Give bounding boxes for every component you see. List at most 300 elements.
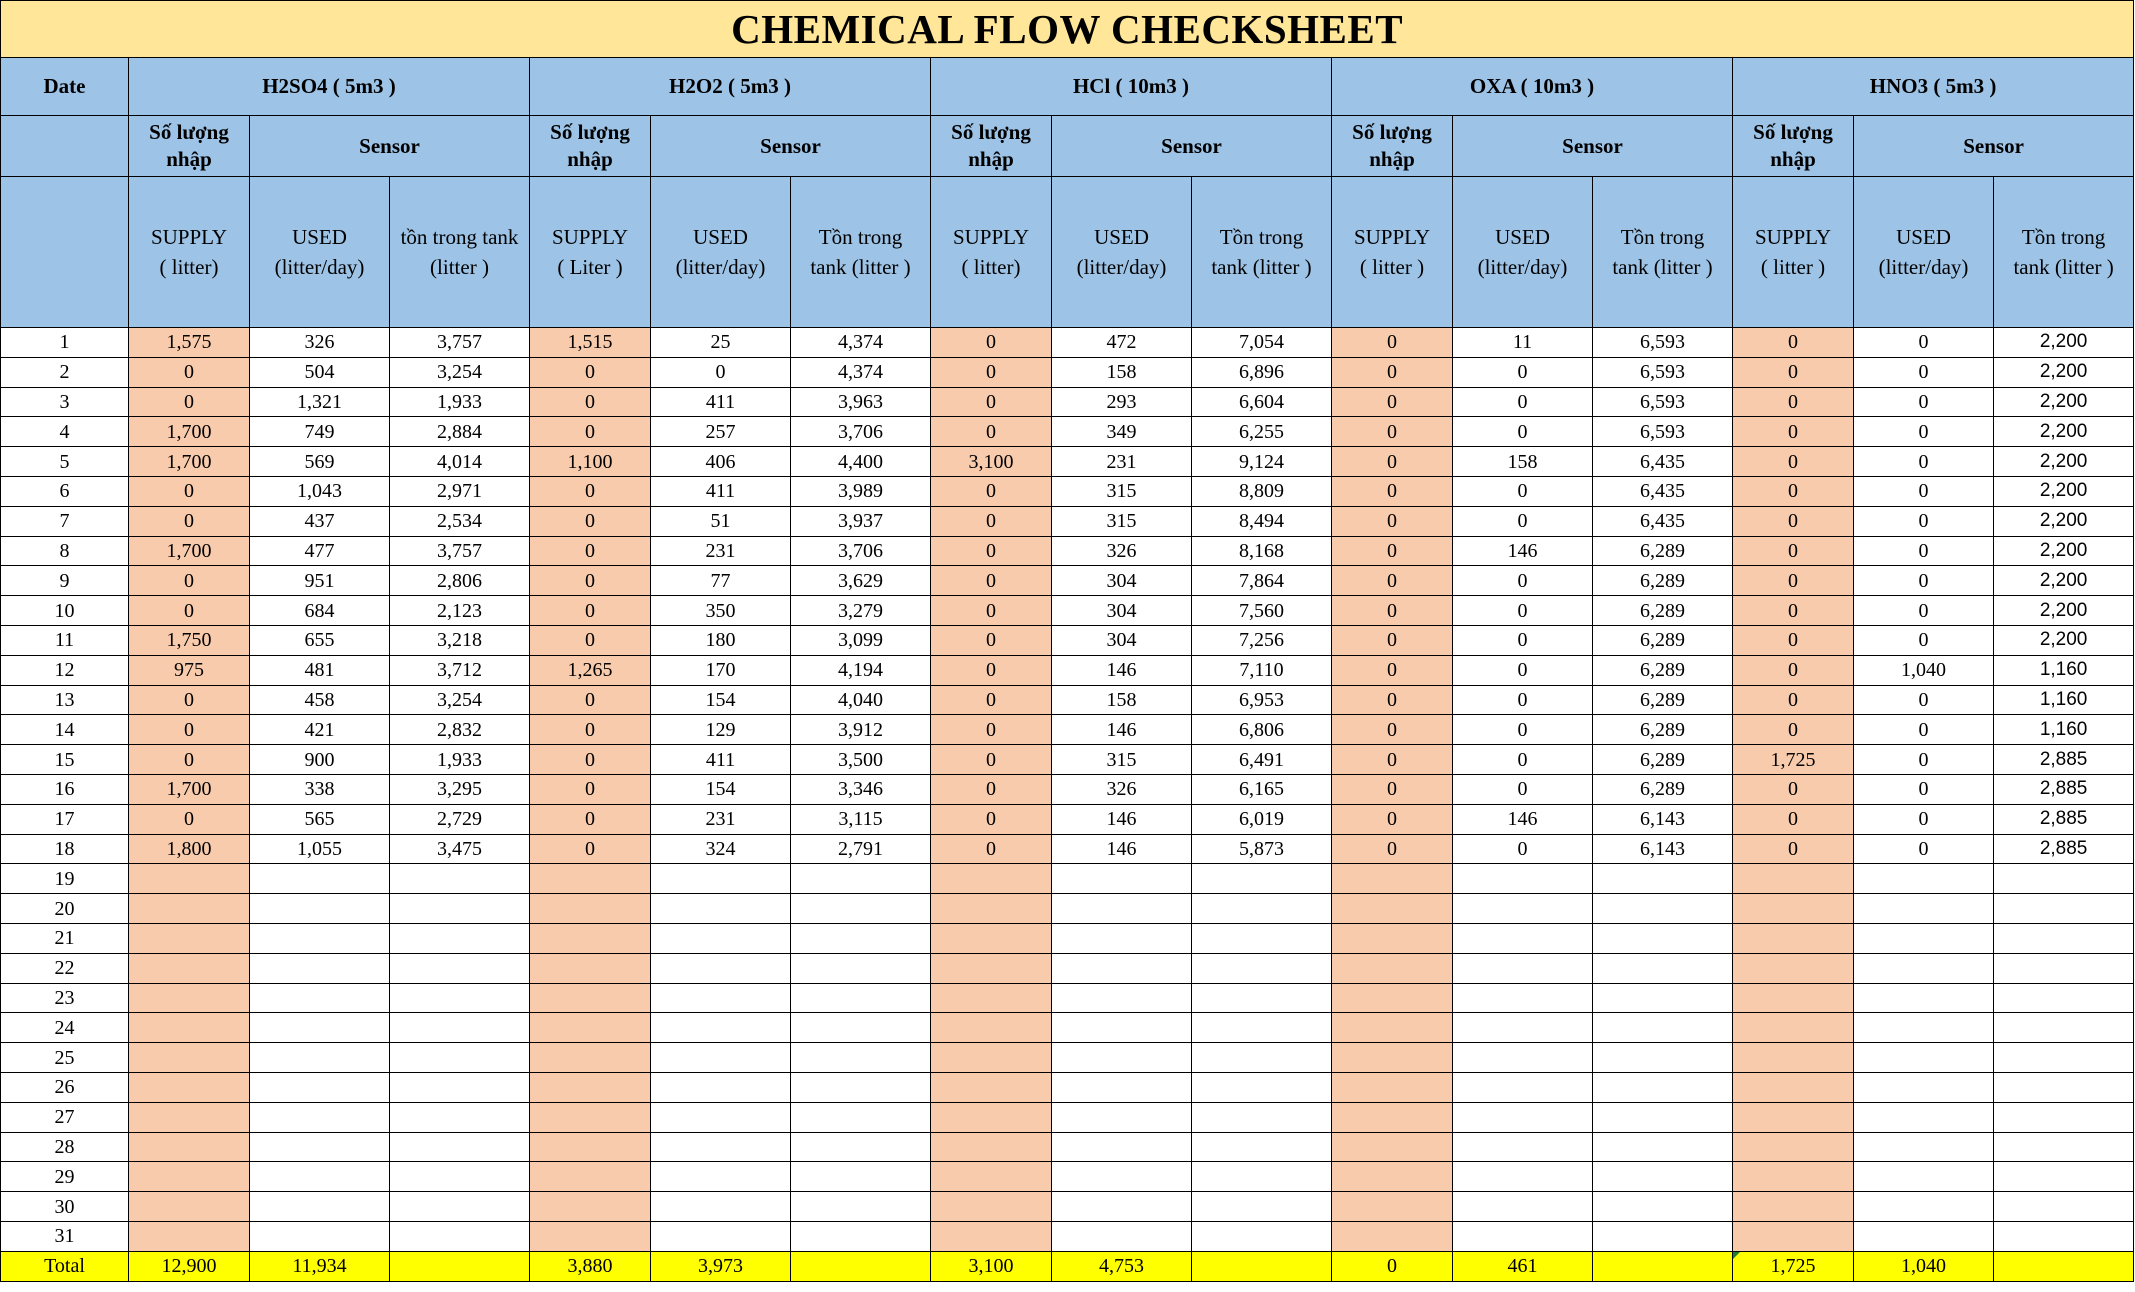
supply-cell-h2o2[interactable]: 0	[530, 596, 651, 626]
supply-header-oxa[interactable]: SUPPLY ( litter )	[1332, 177, 1453, 328]
used-cell-h2o2[interactable]: 324	[651, 834, 791, 864]
supply-cell-h2so4[interactable]: 1,700	[129, 417, 250, 447]
used-cell-oxa[interactable]	[1453, 1132, 1593, 1162]
tank-cell-hno3[interactable]: 2,200	[1994, 566, 2134, 596]
used-cell-oxa[interactable]: 0	[1453, 774, 1593, 804]
supply-cell-hcl[interactable]: 0	[931, 685, 1052, 715]
used-cell-hcl[interactable]	[1052, 983, 1192, 1013]
tank-cell-h2so4[interactable]: 3,475	[390, 834, 530, 864]
used-cell-h2so4[interactable]	[250, 1192, 390, 1222]
used-cell-hno3[interactable]	[1854, 1043, 1994, 1073]
supply-cell-oxa[interactable]: 0	[1332, 476, 1453, 506]
total-tank-h2o2[interactable]	[791, 1251, 931, 1281]
total-label[interactable]: Total	[1, 1251, 129, 1281]
supply-cell-hno3[interactable]	[1733, 1072, 1854, 1102]
supply-cell-hcl[interactable]	[931, 1072, 1052, 1102]
tank-cell-h2o2[interactable]	[791, 1192, 931, 1222]
used-cell-hcl[interactable]: 315	[1052, 506, 1192, 536]
used-cell-hcl[interactable]: 304	[1052, 596, 1192, 626]
supply-cell-h2so4[interactable]	[129, 1013, 250, 1043]
used-cell-h2o2[interactable]	[651, 953, 791, 983]
supply-cell-h2so4[interactable]: 0	[129, 745, 250, 775]
tank-header-hcl[interactable]: Tồn trong tank (litter )	[1192, 177, 1332, 328]
tank-cell-h2o2[interactable]: 3,629	[791, 566, 931, 596]
used-cell-h2o2[interactable]	[651, 1162, 791, 1192]
supply-cell-h2so4[interactable]: 0	[129, 804, 250, 834]
date-cell[interactable]: 24	[1, 1013, 129, 1043]
tank-cell-oxa[interactable]	[1593, 923, 1733, 953]
tank-cell-hcl[interactable]: 9,124	[1192, 447, 1332, 477]
used-cell-hcl[interactable]: 315	[1052, 476, 1192, 506]
used-cell-h2o2[interactable]	[651, 1043, 791, 1073]
sensor-header-h2so4[interactable]: Sensor	[250, 116, 530, 177]
used-cell-oxa[interactable]: 0	[1453, 566, 1593, 596]
tank-cell-h2so4[interactable]	[390, 983, 530, 1013]
supply-cell-h2o2[interactable]	[530, 1013, 651, 1043]
supply-cell-hcl[interactable]	[931, 953, 1052, 983]
used-header-hcl[interactable]: USED (litter/day)	[1052, 177, 1192, 328]
supply-cell-oxa[interactable]	[1332, 983, 1453, 1013]
used-header-oxa[interactable]: USED (litter/day)	[1453, 177, 1593, 328]
supply-cell-h2o2[interactable]	[530, 1132, 651, 1162]
tank-cell-hcl[interactable]: 6,806	[1192, 715, 1332, 745]
used-cell-hcl[interactable]: 146	[1052, 804, 1192, 834]
used-cell-h2so4[interactable]: 437	[250, 506, 390, 536]
tank-cell-h2o2[interactable]	[791, 1132, 931, 1162]
used-cell-h2o2[interactable]	[651, 1013, 791, 1043]
supply-cell-oxa[interactable]: 0	[1332, 447, 1453, 477]
used-cell-hcl[interactable]	[1052, 864, 1192, 894]
used-cell-oxa[interactable]: 0	[1453, 745, 1593, 775]
supply-cell-h2so4[interactable]: 0	[129, 476, 250, 506]
tank-cell-h2so4[interactable]: 1,933	[390, 387, 530, 417]
tank-cell-oxa[interactable]	[1593, 1192, 1733, 1222]
tank-cell-hno3[interactable]: 2,885	[1994, 745, 2134, 775]
qty-header-oxa[interactable]: Số lượng nhập	[1332, 116, 1453, 177]
tank-cell-hcl[interactable]: 6,604	[1192, 387, 1332, 417]
tank-cell-h2o2[interactable]	[791, 894, 931, 924]
tank-cell-h2so4[interactable]	[390, 923, 530, 953]
chemical-header-hcl[interactable]: HCl ( 10m3 )	[931, 58, 1332, 116]
used-cell-h2o2[interactable]: 25	[651, 328, 791, 358]
sensor-header-h2o2[interactable]: Sensor	[651, 116, 931, 177]
tank-cell-hcl[interactable]	[1192, 1192, 1332, 1222]
supply-cell-hcl[interactable]	[931, 1221, 1052, 1251]
qty-header-h2so4[interactable]: Số lượng nhập	[129, 116, 250, 177]
tank-cell-oxa[interactable]: 6,289	[1593, 745, 1733, 775]
tank-cell-hno3[interactable]	[1994, 1072, 2134, 1102]
used-cell-oxa[interactable]	[1453, 1102, 1593, 1132]
used-header-h2so4[interactable]: USED (litter/day)	[250, 177, 390, 328]
tank-cell-h2so4[interactable]: 2,832	[390, 715, 530, 745]
supply-cell-h2o2[interactable]: 0	[530, 834, 651, 864]
used-cell-hno3[interactable]	[1854, 953, 1994, 983]
total-supply-h2o2[interactable]: 3,880	[530, 1251, 651, 1281]
supply-cell-h2o2[interactable]	[530, 864, 651, 894]
tank-cell-hcl[interactable]	[1192, 864, 1332, 894]
chemical-header-h2o2[interactable]: H2O2 ( 5m3 )	[530, 58, 931, 116]
supply-cell-hno3[interactable]: 0	[1733, 625, 1854, 655]
supply-cell-hcl[interactable]	[931, 983, 1052, 1013]
tank-cell-hcl[interactable]: 6,491	[1192, 745, 1332, 775]
used-cell-h2o2[interactable]: 257	[651, 417, 791, 447]
supply-cell-h2so4[interactable]	[129, 864, 250, 894]
used-cell-h2so4[interactable]: 421	[250, 715, 390, 745]
used-cell-h2o2[interactable]: 411	[651, 476, 791, 506]
tank-cell-hcl[interactable]	[1192, 1072, 1332, 1102]
tank-cell-h2o2[interactable]: 3,346	[791, 774, 931, 804]
supply-cell-hcl[interactable]: 0	[931, 625, 1052, 655]
tank-cell-hno3[interactable]	[1994, 983, 2134, 1013]
tank-cell-h2so4[interactable]: 1,933	[390, 745, 530, 775]
date-cell[interactable]: 26	[1, 1072, 129, 1102]
supply-header-hno3[interactable]: SUPPLY ( litter )	[1733, 177, 1854, 328]
tank-cell-hcl[interactable]	[1192, 983, 1332, 1013]
supply-cell-h2so4[interactable]	[129, 1043, 250, 1073]
used-cell-hno3[interactable]	[1854, 894, 1994, 924]
tank-cell-hno3[interactable]: 1,160	[1994, 655, 2134, 685]
tank-cell-hcl[interactable]	[1192, 1132, 1332, 1162]
supply-cell-hcl[interactable]: 0	[931, 655, 1052, 685]
date-cell[interactable]: 15	[1, 745, 129, 775]
used-cell-hcl[interactable]	[1052, 1192, 1192, 1222]
used-cell-hno3[interactable]: 0	[1854, 536, 1994, 566]
tank-cell-h2so4[interactable]	[390, 864, 530, 894]
tank-cell-hno3[interactable]	[1994, 1132, 2134, 1162]
supply-cell-h2o2[interactable]: 0	[530, 357, 651, 387]
supply-cell-oxa[interactable]: 0	[1332, 417, 1453, 447]
used-cell-hno3[interactable]: 0	[1854, 476, 1994, 506]
supply-cell-hno3[interactable]: 0	[1733, 447, 1854, 477]
used-cell-hno3[interactable]: 0	[1854, 715, 1994, 745]
tank-cell-h2o2[interactable]	[791, 1221, 931, 1251]
used-cell-hno3[interactable]	[1854, 1132, 1994, 1162]
date-cell[interactable]: 3	[1, 387, 129, 417]
used-cell-hcl[interactable]: 304	[1052, 566, 1192, 596]
tank-cell-h2o2[interactable]: 3,099	[791, 625, 931, 655]
supply-cell-oxa[interactable]: 0	[1332, 685, 1453, 715]
supply-cell-oxa[interactable]: 0	[1332, 625, 1453, 655]
used-cell-h2so4[interactable]: 1,043	[250, 476, 390, 506]
total-supply-hno3[interactable]: 1,725	[1733, 1251, 1854, 1281]
date-cell[interactable]: 8	[1, 536, 129, 566]
tank-cell-hno3[interactable]: 1,160	[1994, 715, 2134, 745]
tank-cell-hcl[interactable]	[1192, 894, 1332, 924]
supply-cell-oxa[interactable]: 0	[1332, 506, 1453, 536]
supply-cell-oxa[interactable]	[1332, 864, 1453, 894]
date-cell[interactable]: 13	[1, 685, 129, 715]
tank-cell-h2o2[interactable]: 4,374	[791, 357, 931, 387]
tank-cell-oxa[interactable]	[1593, 1043, 1733, 1073]
tank-cell-h2so4[interactable]: 2,971	[390, 476, 530, 506]
supply-cell-h2o2[interactable]	[530, 1221, 651, 1251]
used-cell-hno3[interactable]: 0	[1854, 447, 1994, 477]
used-cell-h2o2[interactable]	[651, 1221, 791, 1251]
supply-cell-h2so4[interactable]	[129, 894, 250, 924]
used-cell-hno3[interactable]: 0	[1854, 566, 1994, 596]
qty-header-h2o2[interactable]: Số lượng nhập	[530, 116, 651, 177]
supply-cell-h2so4[interactable]: 0	[129, 387, 250, 417]
supply-cell-hno3[interactable]: 0	[1733, 685, 1854, 715]
tank-cell-hcl[interactable]: 7,560	[1192, 596, 1332, 626]
used-cell-oxa[interactable]: 11	[1453, 328, 1593, 358]
tank-cell-h2so4[interactable]	[390, 1221, 530, 1251]
tank-cell-hno3[interactable]: 2,200	[1994, 506, 2134, 536]
used-cell-h2o2[interactable]: 0	[651, 357, 791, 387]
supply-cell-h2so4[interactable]: 1,800	[129, 834, 250, 864]
tank-cell-h2so4[interactable]	[390, 1072, 530, 1102]
date-cell[interactable]: 27	[1, 1102, 129, 1132]
used-cell-oxa[interactable]: 0	[1453, 685, 1593, 715]
sensor-header-hno3[interactable]: Sensor	[1854, 116, 2134, 177]
used-cell-oxa[interactable]	[1453, 953, 1593, 983]
supply-cell-h2o2[interactable]	[530, 923, 651, 953]
tank-cell-h2so4[interactable]: 3,254	[390, 685, 530, 715]
used-cell-h2so4[interactable]: 326	[250, 328, 390, 358]
used-cell-h2so4[interactable]: 749	[250, 417, 390, 447]
used-cell-hcl[interactable]	[1052, 1221, 1192, 1251]
supply-cell-h2o2[interactable]	[530, 1192, 651, 1222]
date-cell[interactable]: 30	[1, 1192, 129, 1222]
tank-cell-hno3[interactable]: 2,200	[1994, 357, 2134, 387]
used-cell-h2so4[interactable]	[250, 983, 390, 1013]
tank-cell-hcl[interactable]	[1192, 1162, 1332, 1192]
tank-cell-hcl[interactable]: 8,494	[1192, 506, 1332, 536]
used-cell-oxa[interactable]	[1453, 1192, 1593, 1222]
supply-cell-oxa[interactable]	[1332, 1043, 1453, 1073]
used-cell-h2so4[interactable]: 504	[250, 357, 390, 387]
tank-cell-hcl[interactable]	[1192, 1013, 1332, 1043]
supply-cell-hno3[interactable]: 0	[1733, 596, 1854, 626]
tank-cell-hno3[interactable]: 1,160	[1994, 685, 2134, 715]
tank-header-oxa[interactable]: Tồn trong tank (litter )	[1593, 177, 1733, 328]
supply-cell-hcl[interactable]: 0	[931, 804, 1052, 834]
tank-cell-h2o2[interactable]	[791, 983, 931, 1013]
used-cell-oxa[interactable]: 146	[1453, 536, 1593, 566]
supply-cell-hcl[interactable]	[931, 1162, 1052, 1192]
supply-cell-hno3[interactable]	[1733, 1043, 1854, 1073]
supply-cell-h2so4[interactable]: 0	[129, 715, 250, 745]
used-cell-h2o2[interactable]	[651, 1102, 791, 1132]
sensor-header-oxa[interactable]: Sensor	[1453, 116, 1733, 177]
sheet-title[interactable]: CHEMICAL FLOW CHECKSHEET	[1, 1, 2134, 58]
supply-cell-hcl[interactable]: 0	[931, 536, 1052, 566]
tank-cell-oxa[interactable]	[1593, 864, 1733, 894]
supply-cell-h2so4[interactable]: 0	[129, 357, 250, 387]
supply-cell-oxa[interactable]: 0	[1332, 834, 1453, 864]
used-cell-hno3[interactable]: 1,040	[1854, 655, 1994, 685]
used-cell-hcl[interactable]: 326	[1052, 536, 1192, 566]
used-cell-h2so4[interactable]	[250, 953, 390, 983]
supply-cell-h2o2[interactable]	[530, 894, 651, 924]
used-cell-h2o2[interactable]	[651, 983, 791, 1013]
supply-cell-h2o2[interactable]	[530, 1162, 651, 1192]
tank-cell-h2o2[interactable]	[791, 1013, 931, 1043]
supply-cell-hcl[interactable]: 0	[931, 506, 1052, 536]
used-cell-hcl[interactable]: 146	[1052, 655, 1192, 685]
used-cell-h2so4[interactable]	[250, 1102, 390, 1132]
date-cell[interactable]: 2	[1, 357, 129, 387]
tank-cell-hcl[interactable]: 8,168	[1192, 536, 1332, 566]
used-cell-h2so4[interactable]: 1,321	[250, 387, 390, 417]
supply-cell-hno3[interactable]: 0	[1733, 536, 1854, 566]
used-cell-oxa[interactable]: 0	[1453, 506, 1593, 536]
supply-cell-hno3[interactable]: 0	[1733, 834, 1854, 864]
tank-cell-oxa[interactable]	[1593, 1221, 1733, 1251]
supply-cell-hno3[interactable]: 0	[1733, 328, 1854, 358]
tank-cell-hno3[interactable]: 2,200	[1994, 536, 2134, 566]
date-cell[interactable]: 10	[1, 596, 129, 626]
used-cell-h2o2[interactable]	[651, 1072, 791, 1102]
supply-cell-oxa[interactable]: 0	[1332, 715, 1453, 745]
date-cell[interactable]: 1	[1, 328, 129, 358]
total-used-oxa[interactable]: 461	[1453, 1251, 1593, 1281]
supply-cell-h2o2[interactable]: 0	[530, 804, 651, 834]
tank-cell-h2so4[interactable]: 2,806	[390, 566, 530, 596]
tank-cell-hcl[interactable]: 6,896	[1192, 357, 1332, 387]
tank-cell-hno3[interactable]: 2,200	[1994, 387, 2134, 417]
supply-cell-h2so4[interactable]: 0	[129, 506, 250, 536]
used-cell-hcl[interactable]: 158	[1052, 357, 1192, 387]
date-cell[interactable]: 20	[1, 894, 129, 924]
used-cell-h2o2[interactable]	[651, 864, 791, 894]
supply-cell-hcl[interactable]: 0	[931, 834, 1052, 864]
supply-cell-h2so4[interactable]: 975	[129, 655, 250, 685]
used-cell-h2so4[interactable]	[250, 864, 390, 894]
used-cell-oxa[interactable]: 0	[1453, 417, 1593, 447]
used-cell-hcl[interactable]: 146	[1052, 834, 1192, 864]
tank-header-h2so4[interactable]: tồn trong tank (litter )	[390, 177, 530, 328]
tank-cell-oxa[interactable]: 6,143	[1593, 834, 1733, 864]
used-cell-hno3[interactable]: 0	[1854, 804, 1994, 834]
supply-cell-hcl[interactable]	[931, 923, 1052, 953]
supply-cell-h2so4[interactable]: 1,700	[129, 536, 250, 566]
supply-cell-hcl[interactable]: 0	[931, 715, 1052, 745]
tank-cell-h2o2[interactable]: 3,963	[791, 387, 931, 417]
supply-cell-hno3[interactable]: 0	[1733, 417, 1854, 447]
used-cell-hcl[interactable]	[1052, 1162, 1192, 1192]
used-cell-hno3[interactable]: 0	[1854, 328, 1994, 358]
tank-header-hno3[interactable]: Tồn trong tank (litter )	[1994, 177, 2134, 328]
total-tank-oxa[interactable]	[1593, 1251, 1733, 1281]
used-cell-h2o2[interactable]	[651, 1192, 791, 1222]
tank-cell-hno3[interactable]	[1994, 1013, 2134, 1043]
used-cell-h2so4[interactable]	[250, 923, 390, 953]
used-cell-h2o2[interactable]: 411	[651, 745, 791, 775]
supply-cell-hcl[interactable]	[931, 1192, 1052, 1222]
used-cell-oxa[interactable]	[1453, 1072, 1593, 1102]
used-cell-h2o2[interactable]: 406	[651, 447, 791, 477]
supply-cell-oxa[interactable]	[1332, 1072, 1453, 1102]
used-cell-h2o2[interactable]: 231	[651, 536, 791, 566]
used-cell-h2o2[interactable]: 350	[651, 596, 791, 626]
supply-cell-hcl[interactable]: 3,100	[931, 447, 1052, 477]
date-cell[interactable]: 5	[1, 447, 129, 477]
tank-cell-hno3[interactable]	[1994, 1102, 2134, 1132]
tank-cell-h2so4[interactable]	[390, 1013, 530, 1043]
used-cell-hcl[interactable]: 158	[1052, 685, 1192, 715]
supply-cell-h2o2[interactable]: 0	[530, 685, 651, 715]
tank-cell-oxa[interactable]: 6,593	[1593, 387, 1733, 417]
used-cell-h2so4[interactable]	[250, 1043, 390, 1073]
tank-cell-oxa[interactable]: 6,435	[1593, 476, 1733, 506]
total-tank-h2so4[interactable]	[390, 1251, 530, 1281]
tank-cell-hno3[interactable]	[1994, 1043, 2134, 1073]
used-header-hno3[interactable]: USED (litter/day)	[1854, 177, 1994, 328]
supply-cell-hcl[interactable]: 0	[931, 476, 1052, 506]
tank-cell-oxa[interactable]: 6,435	[1593, 447, 1733, 477]
tank-cell-hno3[interactable]: 2,200	[1994, 328, 2134, 358]
supply-cell-h2so4[interactable]: 1,750	[129, 625, 250, 655]
supply-cell-h2o2[interactable]: 0	[530, 745, 651, 775]
supply-cell-oxa[interactable]	[1332, 1221, 1453, 1251]
used-cell-hcl[interactable]: 472	[1052, 328, 1192, 358]
supply-cell-oxa[interactable]	[1332, 953, 1453, 983]
tank-cell-hno3[interactable]: 2,200	[1994, 447, 2134, 477]
used-cell-oxa[interactable]	[1453, 1162, 1593, 1192]
tank-cell-hno3[interactable]: 2,200	[1994, 417, 2134, 447]
used-cell-hno3[interactable]: 0	[1854, 357, 1994, 387]
tank-cell-h2o2[interactable]: 4,374	[791, 328, 931, 358]
tank-cell-oxa[interactable]: 6,289	[1593, 566, 1733, 596]
used-cell-hno3[interactable]: 0	[1854, 685, 1994, 715]
supply-cell-hno3[interactable]: 0	[1733, 715, 1854, 745]
supply-cell-hcl[interactable]	[931, 1132, 1052, 1162]
used-cell-h2so4[interactable]	[250, 1013, 390, 1043]
tank-cell-h2so4[interactable]	[390, 1043, 530, 1073]
used-cell-hno3[interactable]	[1854, 923, 1994, 953]
date-cell[interactable]: 29	[1, 1162, 129, 1192]
supply-cell-hno3[interactable]: 0	[1733, 566, 1854, 596]
tank-cell-h2so4[interactable]	[390, 1132, 530, 1162]
supply-cell-h2o2[interactable]: 0	[530, 387, 651, 417]
tank-cell-h2o2[interactable]: 3,912	[791, 715, 931, 745]
supply-cell-oxa[interactable]	[1332, 923, 1453, 953]
used-cell-hcl[interactable]: 293	[1052, 387, 1192, 417]
supply-cell-hcl[interactable]	[931, 1102, 1052, 1132]
used-cell-oxa[interactable]	[1453, 923, 1593, 953]
tank-cell-h2o2[interactable]: 4,040	[791, 685, 931, 715]
tank-cell-h2o2[interactable]: 3,706	[791, 536, 931, 566]
supply-cell-hcl[interactable]	[931, 864, 1052, 894]
date-cell[interactable]: 23	[1, 983, 129, 1013]
supply-cell-hno3[interactable]: 0	[1733, 506, 1854, 536]
used-cell-oxa[interactable]: 158	[1453, 447, 1593, 477]
supply-cell-oxa[interactable]	[1332, 1192, 1453, 1222]
date-cell[interactable]: 18	[1, 834, 129, 864]
tank-cell-oxa[interactable]	[1593, 983, 1733, 1013]
supply-cell-hcl[interactable]: 0	[931, 328, 1052, 358]
used-cell-oxa[interactable]: 0	[1453, 625, 1593, 655]
tank-cell-h2o2[interactable]	[791, 1043, 931, 1073]
tank-cell-h2so4[interactable]	[390, 953, 530, 983]
supply-cell-hcl[interactable]	[931, 1013, 1052, 1043]
supply-cell-hcl[interactable]: 0	[931, 566, 1052, 596]
tank-cell-hcl[interactable]	[1192, 923, 1332, 953]
used-cell-h2so4[interactable]: 569	[250, 447, 390, 477]
supply-cell-hno3[interactable]	[1733, 1132, 1854, 1162]
tank-cell-h2o2[interactable]: 3,937	[791, 506, 931, 536]
used-cell-h2o2[interactable]: 180	[651, 625, 791, 655]
supply-cell-oxa[interactable]: 0	[1332, 745, 1453, 775]
supply-cell-h2o2[interactable]: 0	[530, 476, 651, 506]
tank-cell-oxa[interactable]: 6,289	[1593, 625, 1733, 655]
tank-cell-h2o2[interactable]: 3,989	[791, 476, 931, 506]
used-cell-h2o2[interactable]: 411	[651, 387, 791, 417]
supply-cell-h2o2[interactable]: 0	[530, 417, 651, 447]
supply-cell-hno3[interactable]	[1733, 1192, 1854, 1222]
tank-cell-oxa[interactable]: 6,289	[1593, 536, 1733, 566]
